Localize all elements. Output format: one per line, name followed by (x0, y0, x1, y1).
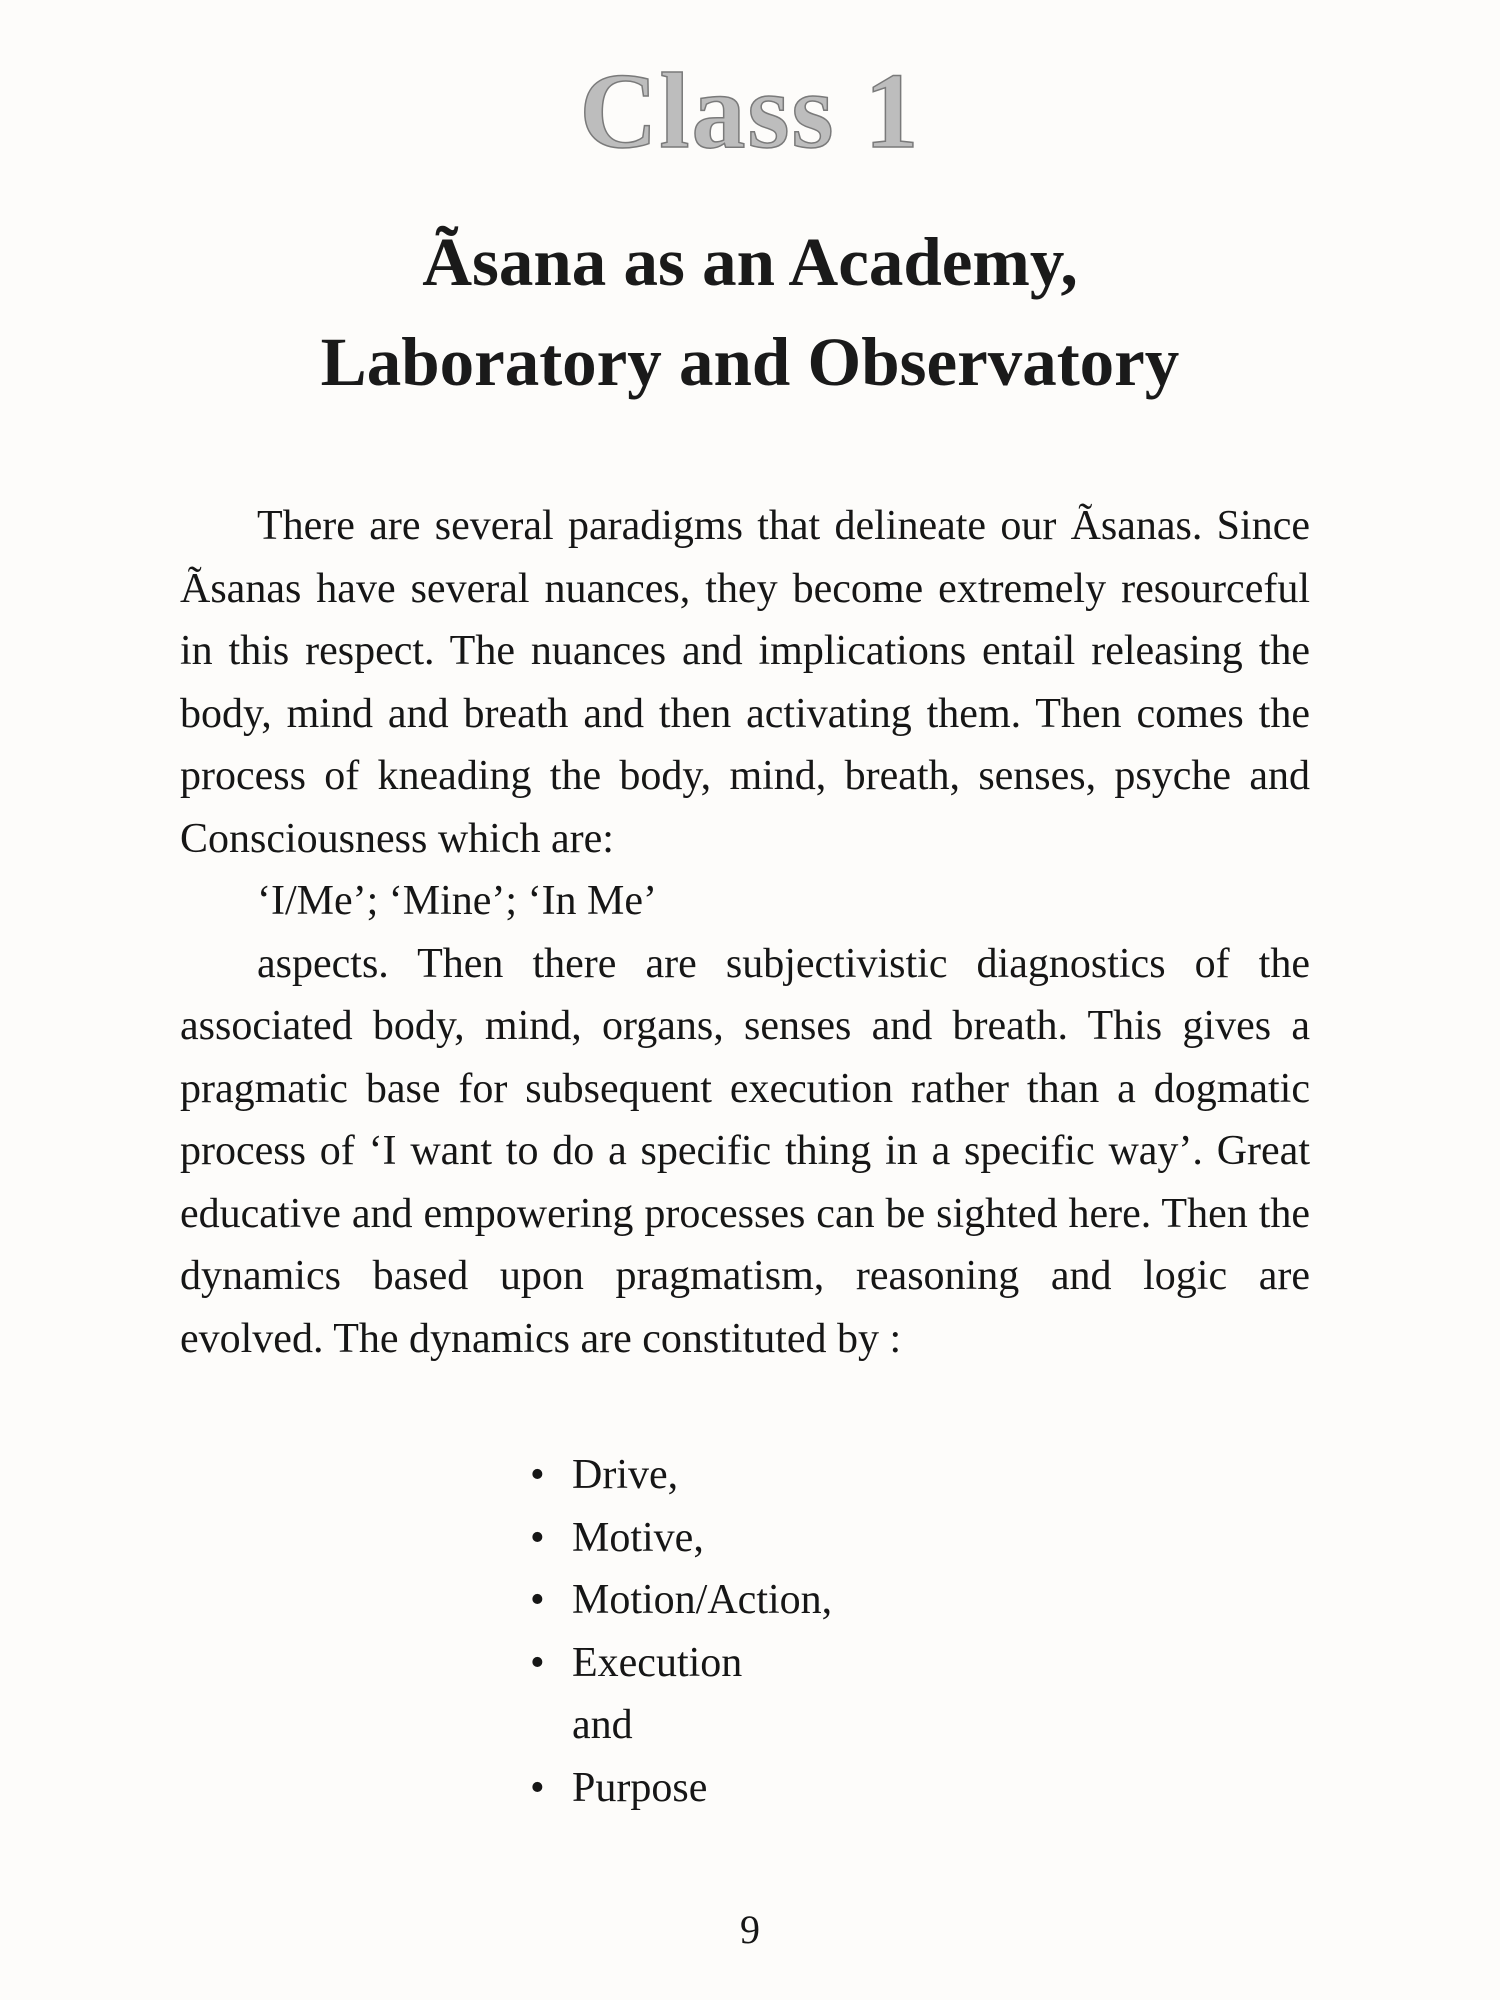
quote-line: ‘I/Me’; ‘Mine’; ‘In Me’ (257, 878, 658, 924)
list-connector: and (572, 1702, 633, 1748)
list-item: • Motion/Action, (530, 1569, 832, 1632)
chapter-title-line-1: Ãsana as an Academy, (422, 224, 1078, 300)
dynamics-list (530, 1444, 832, 1819)
chapter-title-line-2: Laboratory and Observatory (320, 324, 1180, 400)
list-item: • Execution (530, 1632, 832, 1695)
list-item: • Purpose (530, 1757, 832, 1820)
paragraph-1: There are several paradigms that delineate our Ãsanas. Since Ãsanas have several nuances, they become extremely resourceful in this respect. The nuances and implications entail releasing the body, mind and breath and then activating them. Then comes the process of kneading the body, mind, breath, senses, psyche and Consciousness which are: (180, 503, 1310, 862)
paragraph-2: aspects. Then there are subjectivistic diagnostics of the associated body, mind, organs, senses and breath. This gives a pragmatic base for subsequent execution rather than a dogmatic process of ‘I want to do a specific thing in a specific way’. Great educative and empowering processes can be sighted here. Then the dynamics based upon pragmatism, reasoning and logic are evolved. The dynamics are constituted by : (180, 940, 1310, 1362)
chapter-title (0, 212, 1500, 412)
class-heading: Class 1 (579, 52, 921, 171)
list-item: • Drive, (530, 1444, 832, 1507)
list-item: • Motive, (530, 1507, 832, 1570)
page-number: 9 (740, 1907, 760, 1952)
body-text (180, 495, 1310, 1370)
